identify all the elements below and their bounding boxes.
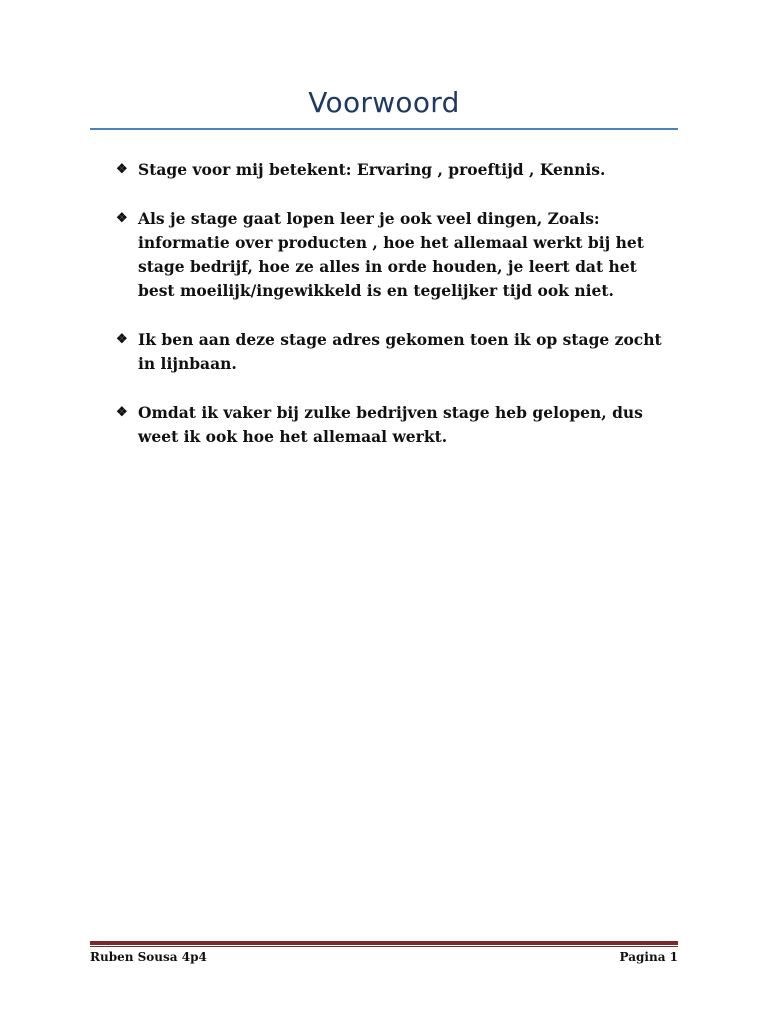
bullet-list xyxy=(116,158,676,474)
list-item-text: Stage voor mij betekent: Ervaring , proeftijd , Kennis. xyxy=(138,160,606,179)
page-footer xyxy=(90,948,678,966)
footer-page-number: Pagina 1 xyxy=(619,950,678,964)
list-item xyxy=(116,207,676,303)
footer-divider-thin xyxy=(90,946,678,947)
list-item-text: Omdat ik vaker bij zulke bedrijven stage heb gelopen, dus weet ik ook hoe het allemaal werkt. xyxy=(138,403,643,446)
list-item xyxy=(116,328,676,376)
footer-author: Ruben Sousa 4p4 xyxy=(90,950,207,964)
footer-divider-thick xyxy=(90,941,678,945)
page-title: Voorwoord xyxy=(308,86,460,119)
list-item xyxy=(116,401,676,449)
list-item-text: Als je stage gaat lopen leer je ook veel dingen, Zoals: informatie over producten , hoe het allemaal werkt bij het stage bedrijf, hoe ze alles in orde houden, je leert dat het best moeilijk/ingewikkeld is en tegelijker tijd ook niet. xyxy=(138,209,644,300)
title-underline xyxy=(90,128,678,130)
diamond-bullet-icon: ❖ xyxy=(116,211,128,226)
diamond-bullet-icon: ❖ xyxy=(116,162,128,177)
list-item xyxy=(116,158,676,182)
diamond-bullet-icon: ❖ xyxy=(116,332,128,347)
list-item-text: Ik ben aan deze stage adres gekomen toen ik op stage zocht in lijnbaan. xyxy=(138,330,662,373)
diamond-bullet-icon: ❖ xyxy=(116,405,128,420)
